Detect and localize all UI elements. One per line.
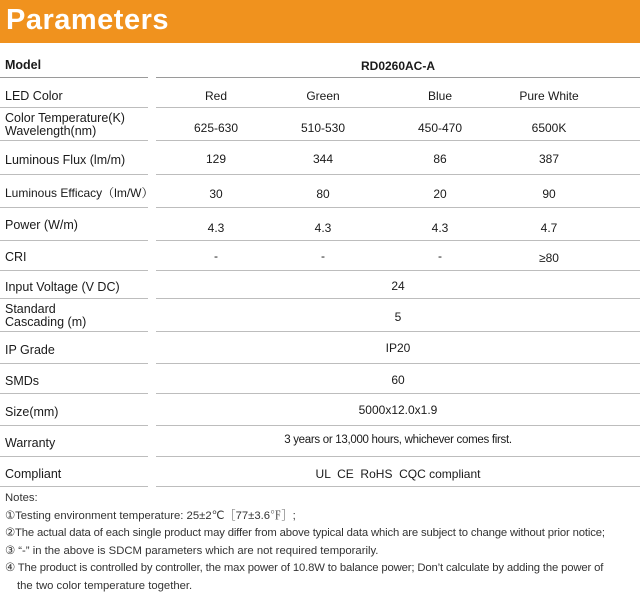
divider — [156, 174, 640, 175]
value-warranty: 3 years or 13,000 hours, whichever comes first. — [156, 434, 640, 446]
note-1: ①Testing environment temperature: 25±2℃［77±3.6℉］; — [5, 508, 635, 526]
divider — [156, 486, 640, 487]
divider — [0, 486, 148, 487]
divider — [0, 207, 148, 208]
row-label-compliant: Compliant — [5, 468, 61, 481]
row-label-luminous-efficacy: Luminous Efficacy（lm/W） — [5, 187, 153, 200]
cell-white: ≥80 — [489, 251, 609, 265]
cell-red: 129 — [156, 152, 276, 166]
divider — [0, 456, 148, 457]
row-label-wavelength: Wavelength(nm) — [5, 125, 96, 138]
divider — [156, 298, 640, 299]
divider — [156, 140, 640, 141]
value-cascading: 5 — [156, 310, 640, 324]
row-label-warranty: Warranty — [5, 437, 55, 450]
cell-blue: Blue — [380, 89, 500, 103]
divider — [0, 270, 148, 271]
divider — [0, 140, 148, 141]
divider — [156, 207, 640, 208]
divider — [0, 174, 148, 175]
model-value: RD0260AC-A — [156, 59, 640, 73]
divider — [156, 107, 640, 108]
value-ip-grade: IP20 — [156, 341, 640, 355]
value-smds: 60 — [156, 373, 640, 387]
row-label-smds: SMDs — [5, 375, 39, 388]
cell-blue: 86 — [380, 152, 500, 166]
note-2: ②The actual data of each single product may differ from above typical data which are subject to change without prior notice; — [5, 525, 635, 543]
divider — [156, 425, 640, 426]
divider — [156, 77, 640, 78]
row-label-ip-grade: IP Grade — [5, 344, 55, 357]
cell-white: 6500K — [489, 121, 609, 135]
header-banner — [0, 0, 640, 43]
cell-green: 344 — [263, 152, 383, 166]
cell-blue: 4.3 — [380, 221, 500, 235]
cell-red: - — [156, 249, 276, 263]
divider — [0, 331, 148, 332]
cell-red: Red — [156, 89, 276, 103]
divider — [0, 77, 148, 78]
cell-white: 4.7 — [489, 221, 609, 235]
cell-white: Pure White — [489, 89, 609, 103]
divider — [156, 393, 640, 394]
divider — [156, 270, 640, 271]
cell-blue: 20 — [380, 187, 500, 201]
row-label-size: Size(mm) — [5, 406, 58, 419]
cell-green: - — [263, 249, 383, 263]
value-compliant: UL CE RoHS CQC compliant — [156, 467, 640, 481]
row-label-led-color: LED Color — [5, 90, 63, 103]
divider — [0, 107, 148, 108]
page-title: Parameters — [6, 4, 169, 37]
divider — [0, 393, 148, 394]
note-4-continued: the two color temperature together. — [5, 578, 635, 595]
cell-blue: 450-470 — [380, 121, 500, 135]
cell-green: 4.3 — [263, 221, 383, 235]
cell-red: 30 — [156, 187, 276, 201]
divider — [0, 298, 148, 299]
cell-green: 510-530 — [263, 121, 383, 135]
cell-blue: - — [380, 249, 500, 263]
row-label-input-voltage: Input Voltage (V DC) — [5, 281, 120, 294]
cell-white: 90 — [489, 187, 609, 201]
divider — [156, 240, 640, 241]
cell-red: 625-630 — [156, 121, 276, 135]
note-3: ③ “-” in the above is SDCM parameters which are not required temporarily. — [5, 543, 635, 561]
row-label-cascading: Cascading (m) — [5, 316, 86, 329]
row-label-luminous-flux: Luminous Flux (lm/m) — [5, 154, 125, 167]
notes-section — [5, 490, 635, 595]
cell-green: Green — [263, 89, 383, 103]
note-4: ④ The product is controlled by controller, the max power of 10.8W to balance power; Don’t calculate by adding the power of — [5, 560, 635, 578]
divider — [0, 240, 148, 241]
cell-green: 80 — [263, 187, 383, 201]
value-size: 5000x12.0x1.9 — [156, 403, 640, 417]
row-label-standard: Standard — [5, 303, 56, 316]
divider — [0, 363, 148, 364]
cell-white: 387 — [489, 152, 609, 166]
divider — [0, 425, 148, 426]
model-label: Model — [5, 59, 41, 72]
divider — [156, 331, 640, 332]
divider — [156, 456, 640, 457]
row-label-color-temperature: Color Temperature(K) — [5, 112, 125, 125]
cell-red: 4.3 — [156, 221, 276, 235]
row-label-power: Power (W/m) — [5, 219, 78, 232]
notes-heading: Notes: — [5, 490, 635, 508]
row-label-cri: CRI — [5, 251, 27, 264]
value-input-voltage: 24 — [156, 279, 640, 293]
divider — [156, 363, 640, 364]
